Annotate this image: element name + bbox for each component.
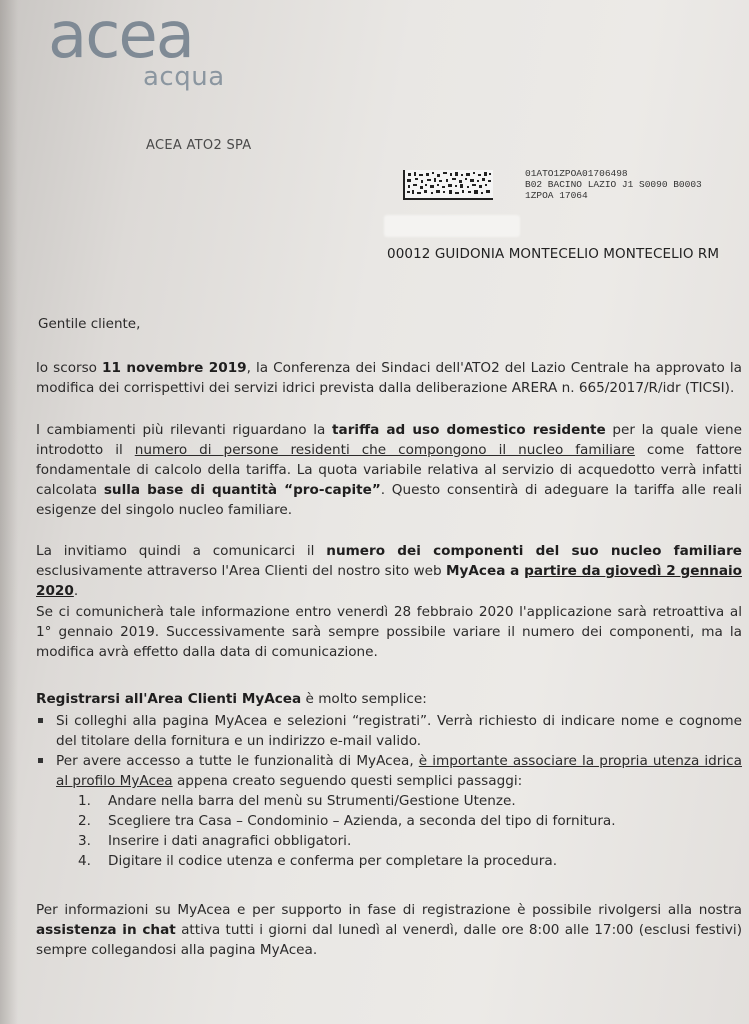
p6-text-2: attiva tutti i giorni dal lunedì al venerdì, dalle ore 8:00 alle 17:00 (esclusi festivi) sempre collegandosi alla pagina MyAcea. [36,922,742,958]
recipient-address: 00012 GUIDONIA MONTECELIO MONTECELIO RM [387,246,720,262]
p1-text-2: , la Conferenza dei Sindaci dell'ATO2 del Lazio Centrale ha approvato la modifica dei corrispettivi dei servizi idrici prevista dalla deliberazione ARERA n. 665/2017/R/idr (TICSI). [36,360,742,396]
step-text: Digitare il codice utenza e conferma per completare la procedura. [108,853,558,869]
p2-text-3: come fattore fondamentale di calcolo della tariffa. La quota variabile relativa al servizio di acquedotto verrà infatti calcolata [36,442,742,498]
page-shadow [0,0,18,1024]
bullet-2-text: Per avere accesso a tutte le funzionalità di MyAcea, [56,753,419,769]
redacted-name [384,215,520,237]
code-line: B02 BACINO LAZIO J1 S0090 B0003 [525,179,702,190]
bullet-2-text-2: appena creato seguendo questi semplici passaggi: [172,773,523,789]
bullet-item [36,751,742,791]
paragraph-3 [36,541,742,601]
greeting: Gentile cliente, [38,316,141,332]
bullet-list [36,711,742,871]
p6-text: Per informazioni su MyAcea e per supporto in fase di registrazione è possibile rivolgersi alla nostra [36,902,742,918]
p2-text-2: per la quale viene introdotto il [36,422,742,458]
p3-text: La invitiamo quindi a comunicarci il [36,543,327,559]
steps-list [36,791,742,871]
p2-text-4: . Questo consentirà di adeguare la tariffa alle reali esigenze del singolo nucleo familiare. [36,482,743,518]
p2-underlined: numero di persone residenti che compongono il nucleo familiare [134,442,635,458]
p2-bold: tariffa ad uso domestico residente [332,422,606,438]
p3-bold: numero dei componenti del suo nucleo familiare [326,543,742,559]
step-text: Inserire i dati anagrafici obbligatori. [108,833,352,849]
step-text: Scegliere tra Casa – Condominio – Azienda, a seconda del tipo di fornitura. [108,813,616,829]
code-line: 1ZPOA 17064 [525,190,588,201]
p1-date: 11 novembre 2019 [102,360,247,376]
step-text: Andare nella barra del menù su Strumenti/Gestione Utenze. [108,793,516,809]
bullet-1-text: Si colleghi alla pagina MyAcea e selezioni “registrati”. Verrà richiesto di indicare nome e cognome del titolare della fornitura e un indirizzo e-mail valido. [56,713,742,749]
paragraph-4: Se ci comunicherà tale informazione entro venerdì 28 febbraio 2020 l'applicazione sarà retroattiva al 1° gennaio 2019. Successivamente sarà sempre possibile variare il numero dei componenti, ma la modifica avrà effetto dalla data di comunicazione. [36,604,742,660]
p3-text-3: . [73,583,79,599]
step-number: 2. [78,813,91,829]
p5-text: è molto semplice: [301,691,427,707]
step-item [36,851,742,871]
step-number: 1. [78,793,91,809]
paragraph-6 [36,900,742,960]
step-item [36,791,742,811]
paragraph-5 [36,689,742,709]
shipping-codes [525,168,702,201]
p2-bold-2: sulla base di quantità “pro-capite” [103,482,381,498]
datamatrix-barcode-icon [403,170,493,200]
p1-text: lo scorso [36,360,103,376]
step-number: 4. [78,853,91,869]
p3-bold-2: MyAcea a [446,563,525,579]
step-number: 3. [78,833,91,849]
acea-logo-subtitle: acqua [143,62,225,92]
step-item [36,831,742,851]
p5-bold: Registrarsi all'Area Clienti MyAcea [36,691,302,707]
acea-logo: acea [48,0,193,73]
paragraph-1 [36,358,742,398]
company-name: ACEA ATO2 SPA [146,138,252,153]
p6-bold: assistenza in chat [36,922,176,938]
code-line: 01ATO1ZPOA01706498 [525,168,628,179]
p2-text: I cambiamenti più rilevanti riguardano la [36,422,333,438]
paragraph-2 [36,420,742,520]
bullet-2-underlined: è importante associare la propria utenza idrica al profilo MyAcea [56,753,742,789]
p3-text-2: esclusivamente attraverso l'Area Clienti del nostro sito web [36,563,447,579]
p3-date: partire da giovedì 2 gennaio 2020 [36,563,742,599]
bullet-item [36,711,742,751]
step-item [36,811,742,831]
